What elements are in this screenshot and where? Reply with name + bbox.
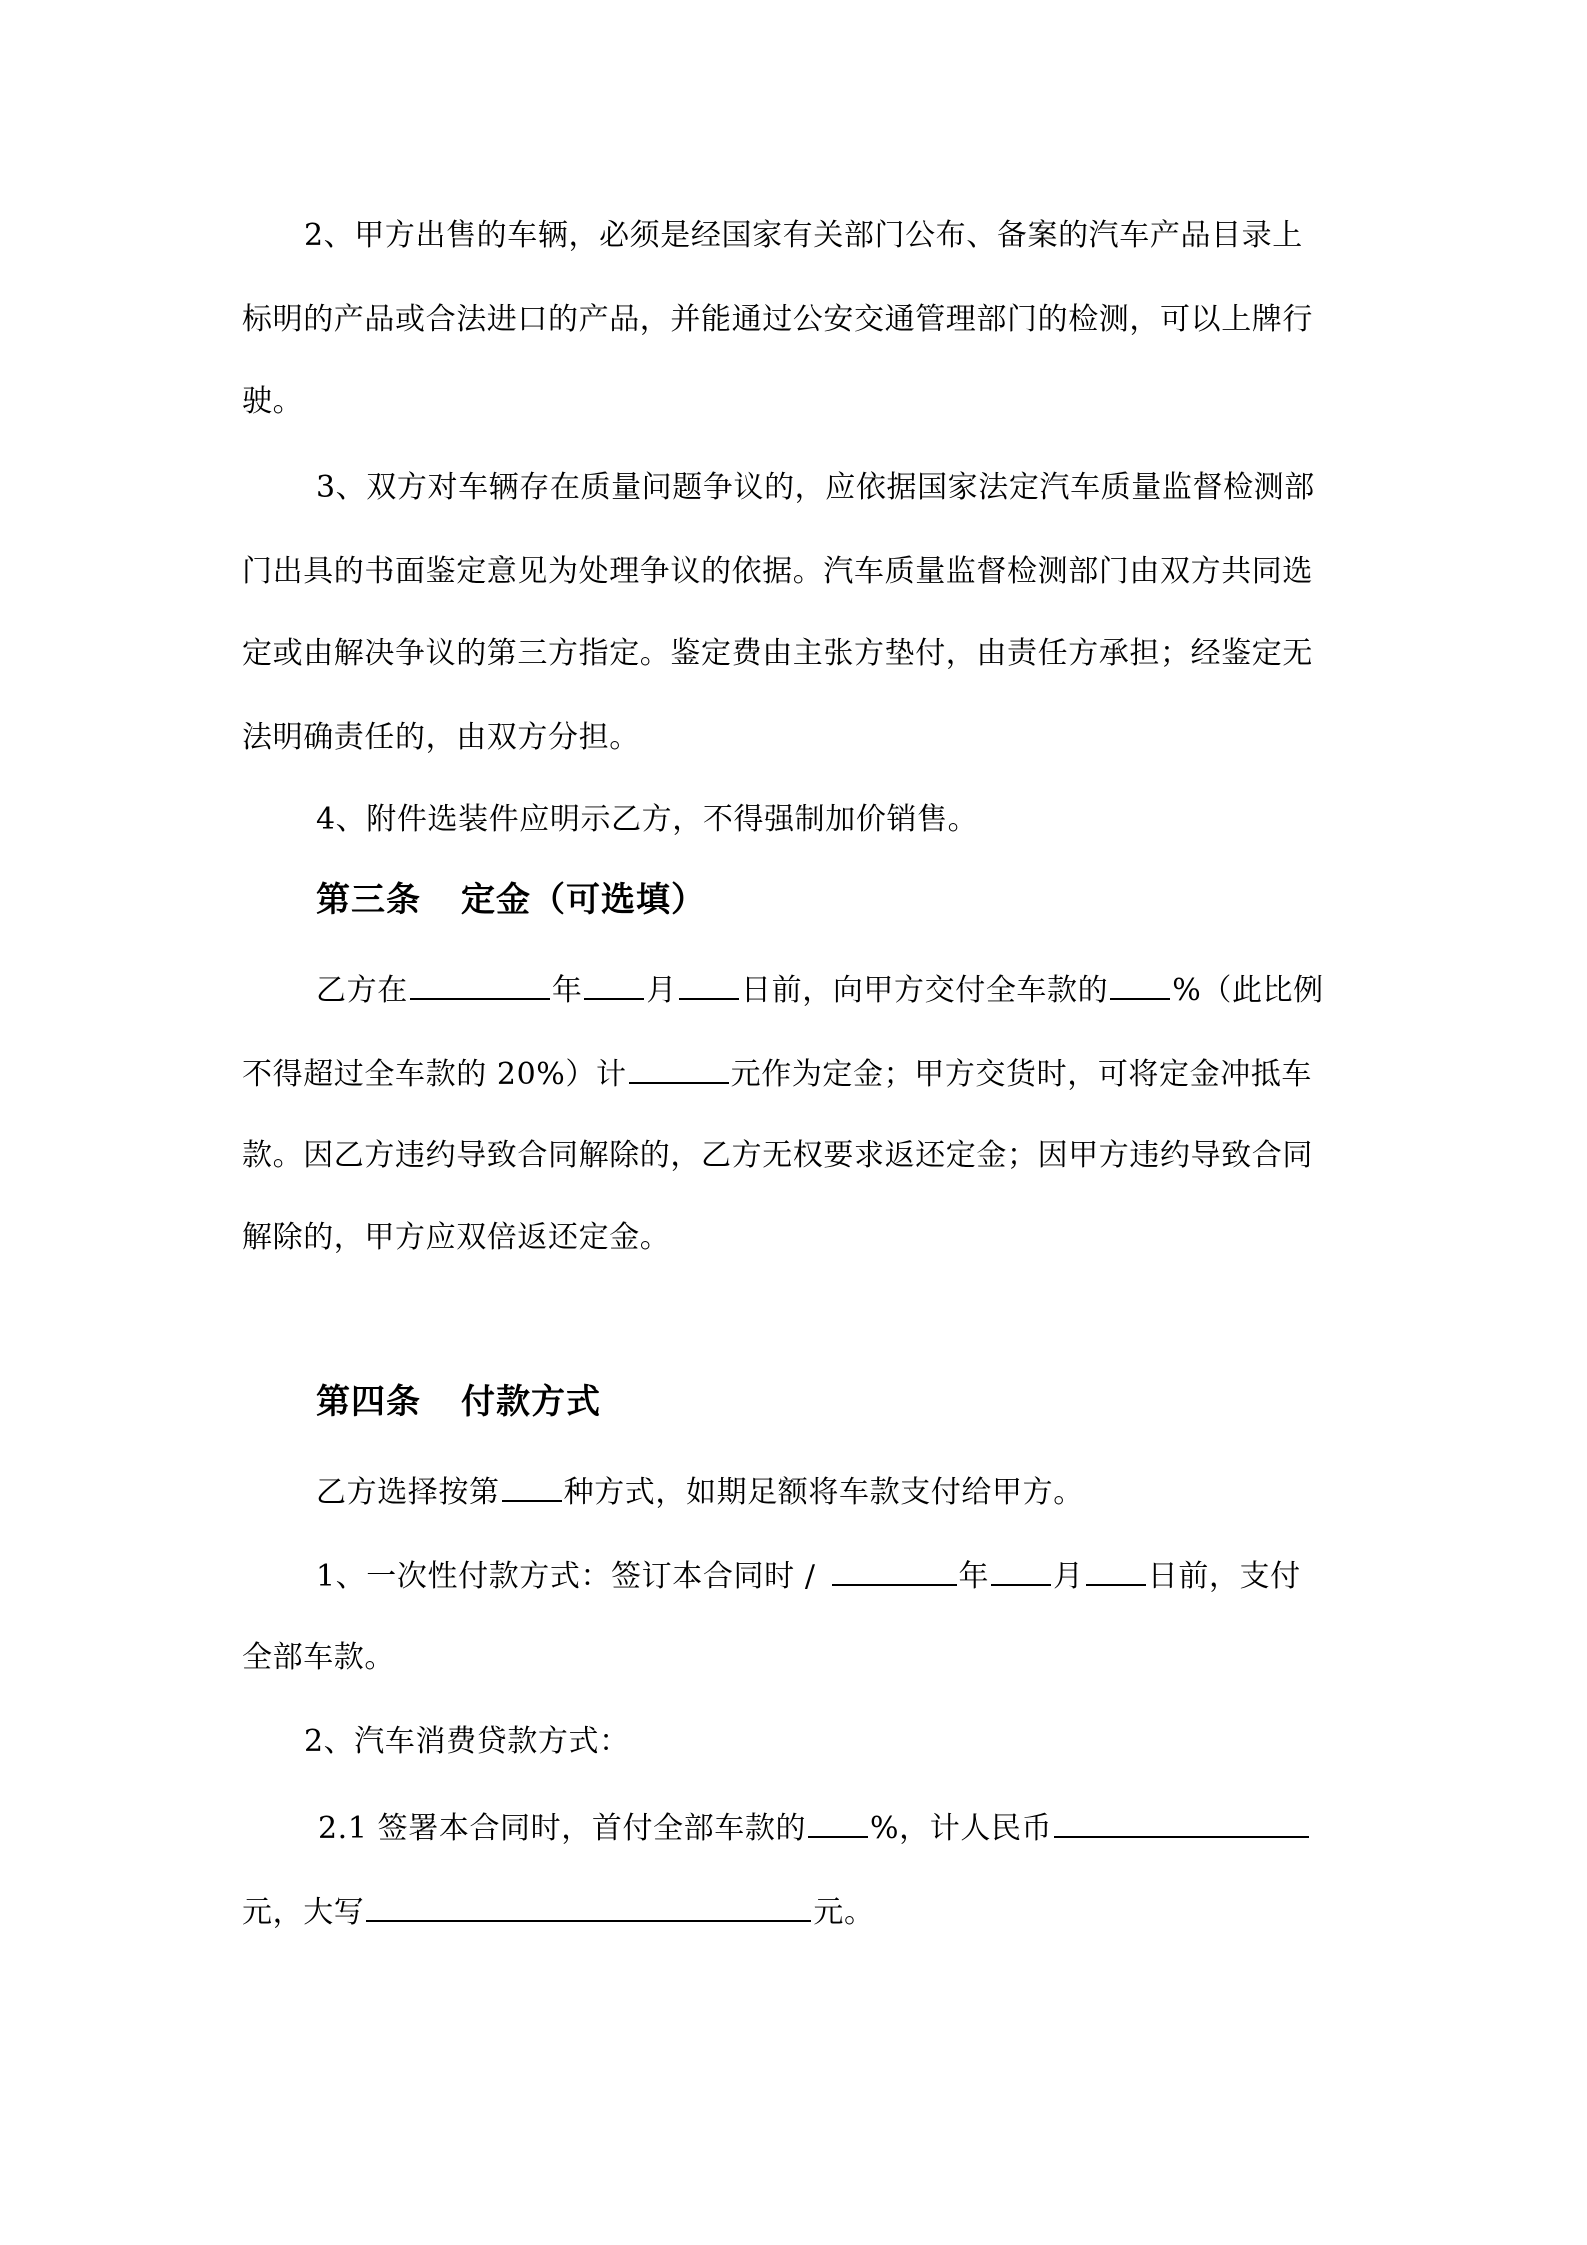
art4-method1-d: 日前，支付 (1147, 1559, 1301, 1594)
art3-heading-number: 第三条 (316, 880, 421, 920)
art4-heading (316, 1382, 601, 1422)
art2-item2-line3: 驶。 (242, 384, 304, 419)
art4-choose-line (316, 1470, 1084, 1513)
art2-item2-line1: 2、甲方出售的车辆，必须是经国家有关部门公布、备案的汽车产品目录上 (304, 218, 1303, 253)
blank-deposit-amount[interactable] (629, 1052, 729, 1084)
art3-text-c: 月 (646, 973, 678, 1008)
blank-month[interactable] (584, 968, 644, 1000)
art4-method21-line2 (242, 1890, 875, 1933)
art3-line4: 解除的，甲方应双倍返还定金。 (242, 1220, 671, 1255)
blank-amount-in-words[interactable] (366, 1890, 811, 1922)
blank-rmb-amount[interactable] (1054, 1806, 1309, 1838)
art3-text-a: 乙方在 (316, 973, 408, 1008)
art2-item3-line4: 法明确责任的，由双方分担。 (242, 720, 640, 755)
blank-pay-month[interactable] (991, 1554, 1051, 1586)
art4-heading-title: 付款方式 (461, 1382, 601, 1422)
blank-day[interactable] (679, 968, 739, 1000)
blank-method-number[interactable] (502, 1470, 562, 1502)
art4-method2: 2、汽车消费贷款方式： (304, 1724, 630, 1759)
art3-line2 (242, 1052, 1312, 1095)
art3-line2-a: 不得超过全车款的 20%）计 (242, 1057, 627, 1092)
art4-method1-line2: 全部车款。 (242, 1640, 395, 1675)
art2-item3-line3: 定或由解决争议的第三方指定。鉴定费由主张方垫付，由责任方承担；经鉴定无 (242, 636, 1313, 671)
art4-method21-l2-a: 元，大写 (242, 1895, 365, 1930)
art3-heading (316, 880, 706, 920)
art3-heading-title: 定金（可选填） (461, 880, 706, 920)
art3-line2-b: 元作为定金；甲方交货时，可将定金冲抵车 (730, 1057, 1313, 1092)
art2-item4: 4、附件选装件应明示乙方，不得强制加价销售。 (316, 802, 979, 837)
blank-percent[interactable] (1110, 968, 1170, 1000)
art3-line3: 款。因乙方违约导致合同解除的，乙方无权要求返还定金；因甲方违约导致合同 (242, 1138, 1313, 1173)
art3-text-e: %（此比例 (1172, 973, 1324, 1008)
art4-choose-a: 乙方选择按第 (316, 1475, 500, 1510)
art2-item2-line2: 标明的产品或合法进口的产品，并能通过公安交通管理部门的检测，可以上牌行 (242, 302, 1313, 337)
art3-line1 (316, 968, 1324, 1011)
blank-down-payment-percent[interactable] (808, 1806, 868, 1838)
art3-text-b: 年 (551, 973, 583, 1008)
art4-method21-b: %，计人民币 (870, 1811, 1053, 1846)
art4-method21-a: 2.1 签署本合同时，首付全部车款的 (318, 1811, 807, 1846)
art4-heading-number: 第四条 (316, 1382, 421, 1422)
art4-method1-c: 月 (1053, 1559, 1084, 1594)
blank-pay-day[interactable] (1086, 1554, 1146, 1586)
art4-method1-a: 1、一次性付款方式：签订本合同时 / (316, 1559, 816, 1594)
art4-choose-b: 种方式，如期足额将车款支付给甲方。 (563, 1475, 1084, 1510)
blank-pay-year[interactable] (832, 1554, 957, 1586)
art3-text-d: 日前，向甲方交付全车款的 (741, 973, 1109, 1008)
art4-method1-line1 (316, 1554, 1301, 1597)
art4-method21-l2-b: 元。 (813, 1895, 875, 1930)
art2-item3-line2: 门出具的书面鉴定意见为处理争议的依据。汽车质量监督检测部门由双方共同选 (242, 554, 1313, 589)
art2-item3-line1: 3、双方对车辆存在质量问题争议的，应依据国家法定汽车质量监督检测部 (316, 470, 1315, 505)
art4-method21-line1 (318, 1806, 1311, 1849)
art4-method1-b: 年 (958, 1559, 990, 1594)
blank-year[interactable] (410, 968, 550, 1000)
